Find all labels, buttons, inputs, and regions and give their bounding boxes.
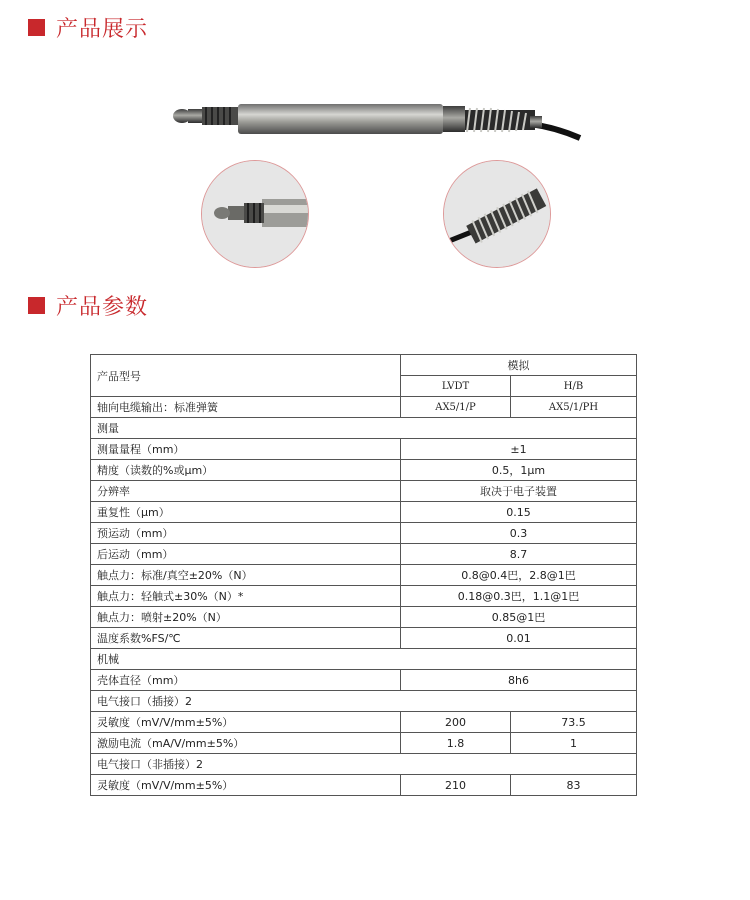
section-label: 测量 <box>91 418 637 439</box>
table-section-row <box>91 691 637 712</box>
row-label: 轴向电缆输出：标准弹簧 <box>91 397 401 418</box>
product-main-image <box>170 92 590 152</box>
table-row <box>91 733 637 754</box>
red-square-icon <box>28 19 45 36</box>
section-label: 机械 <box>91 649 637 670</box>
header-analog: 模拟 <box>401 355 637 376</box>
table-row <box>91 544 637 565</box>
row-label: 灵敏度（mV/V/mm±5%） <box>91 775 401 796</box>
header-hb: H/B <box>511 376 637 397</box>
row-label: 后运动（mm） <box>91 544 401 565</box>
row-label: 测量量程（mm） <box>91 439 401 460</box>
row-label: 温度系数%FS/℃ <box>91 628 401 649</box>
header-lvdt: LVDT <box>401 376 511 397</box>
row-value-hb: 1 <box>511 733 637 754</box>
section-heading-params <box>28 290 148 321</box>
table-row <box>91 460 637 481</box>
row-label: 精度（读数的%或μm） <box>91 460 401 481</box>
probe-drawing <box>170 92 590 152</box>
row-value: 0.18@0.3巴，1.1@1巴 <box>401 586 637 607</box>
header-product-model: 产品型号 <box>91 355 401 397</box>
table-row <box>91 607 637 628</box>
row-label: 触点力：标准/真空±20%（N） <box>91 565 401 586</box>
table-header-row <box>91 355 637 376</box>
section-title-display: 产品展示 <box>56 17 149 42</box>
row-label: 重复性（μm） <box>91 502 401 523</box>
table-row <box>91 670 637 691</box>
row-value: 0.15 <box>401 502 637 523</box>
table-row <box>91 712 637 733</box>
row-value-lvdt: 210 <box>401 775 511 796</box>
section-heading-display <box>28 12 148 43</box>
row-value-hb: 73.5 <box>511 712 637 733</box>
row-value: 0.8@0.4巴，2.8@1巴 <box>401 565 637 586</box>
row-label: 壳体直径（mm） <box>91 670 401 691</box>
table-section-row <box>91 649 637 670</box>
table-row <box>91 397 637 418</box>
table-row <box>91 523 637 544</box>
row-value: 8h6 <box>401 670 637 691</box>
row-value: 取决于电子装置 <box>401 481 637 502</box>
row-value-lvdt: 1.8 <box>401 733 511 754</box>
row-label: 预运动（mm） <box>91 523 401 544</box>
table-section-row <box>91 418 637 439</box>
table-row <box>91 775 637 796</box>
row-value: ±1 <box>401 439 637 460</box>
row-label: 激励电流（mA/V/mm±5%） <box>91 733 401 754</box>
section-label: 电气接口（插接）2 <box>91 691 637 712</box>
spec-table <box>90 354 637 796</box>
table-row <box>91 439 637 460</box>
table-row <box>91 565 637 586</box>
tip-detail-drawing <box>202 161 308 267</box>
row-value: 0.85@1巴 <box>401 607 637 628</box>
row-value-lvdt: 200 <box>401 712 511 733</box>
row-value: 0.3 <box>401 523 637 544</box>
section-title-params: 产品参数 <box>56 295 149 320</box>
row-value-hb: 83 <box>511 775 637 796</box>
detail-image-spring <box>443 160 551 268</box>
row-value: 0.01 <box>401 628 637 649</box>
table-row <box>91 586 637 607</box>
red-square-icon <box>28 297 45 314</box>
table-section-row <box>91 754 637 775</box>
model-lvdt: AX5/1/P <box>401 397 511 418</box>
row-label: 触点力：轻触式±30%（N）* <box>91 586 401 607</box>
row-label: 分辨率 <box>91 481 401 502</box>
row-value: 0.5，1μm <box>401 460 637 481</box>
section-label: 电气接口（非插接）2 <box>91 754 637 775</box>
table-row <box>91 502 637 523</box>
table-row <box>91 481 637 502</box>
detail-image-tip <box>201 160 309 268</box>
row-label: 触点力：喷射±20%（N） <box>91 607 401 628</box>
table-row <box>91 628 637 649</box>
spring-detail-drawing <box>444 161 550 267</box>
row-value: 8.7 <box>401 544 637 565</box>
row-label: 灵敏度（mV/V/mm±5%） <box>91 712 401 733</box>
model-hb: AX5/1/PH <box>511 397 637 418</box>
